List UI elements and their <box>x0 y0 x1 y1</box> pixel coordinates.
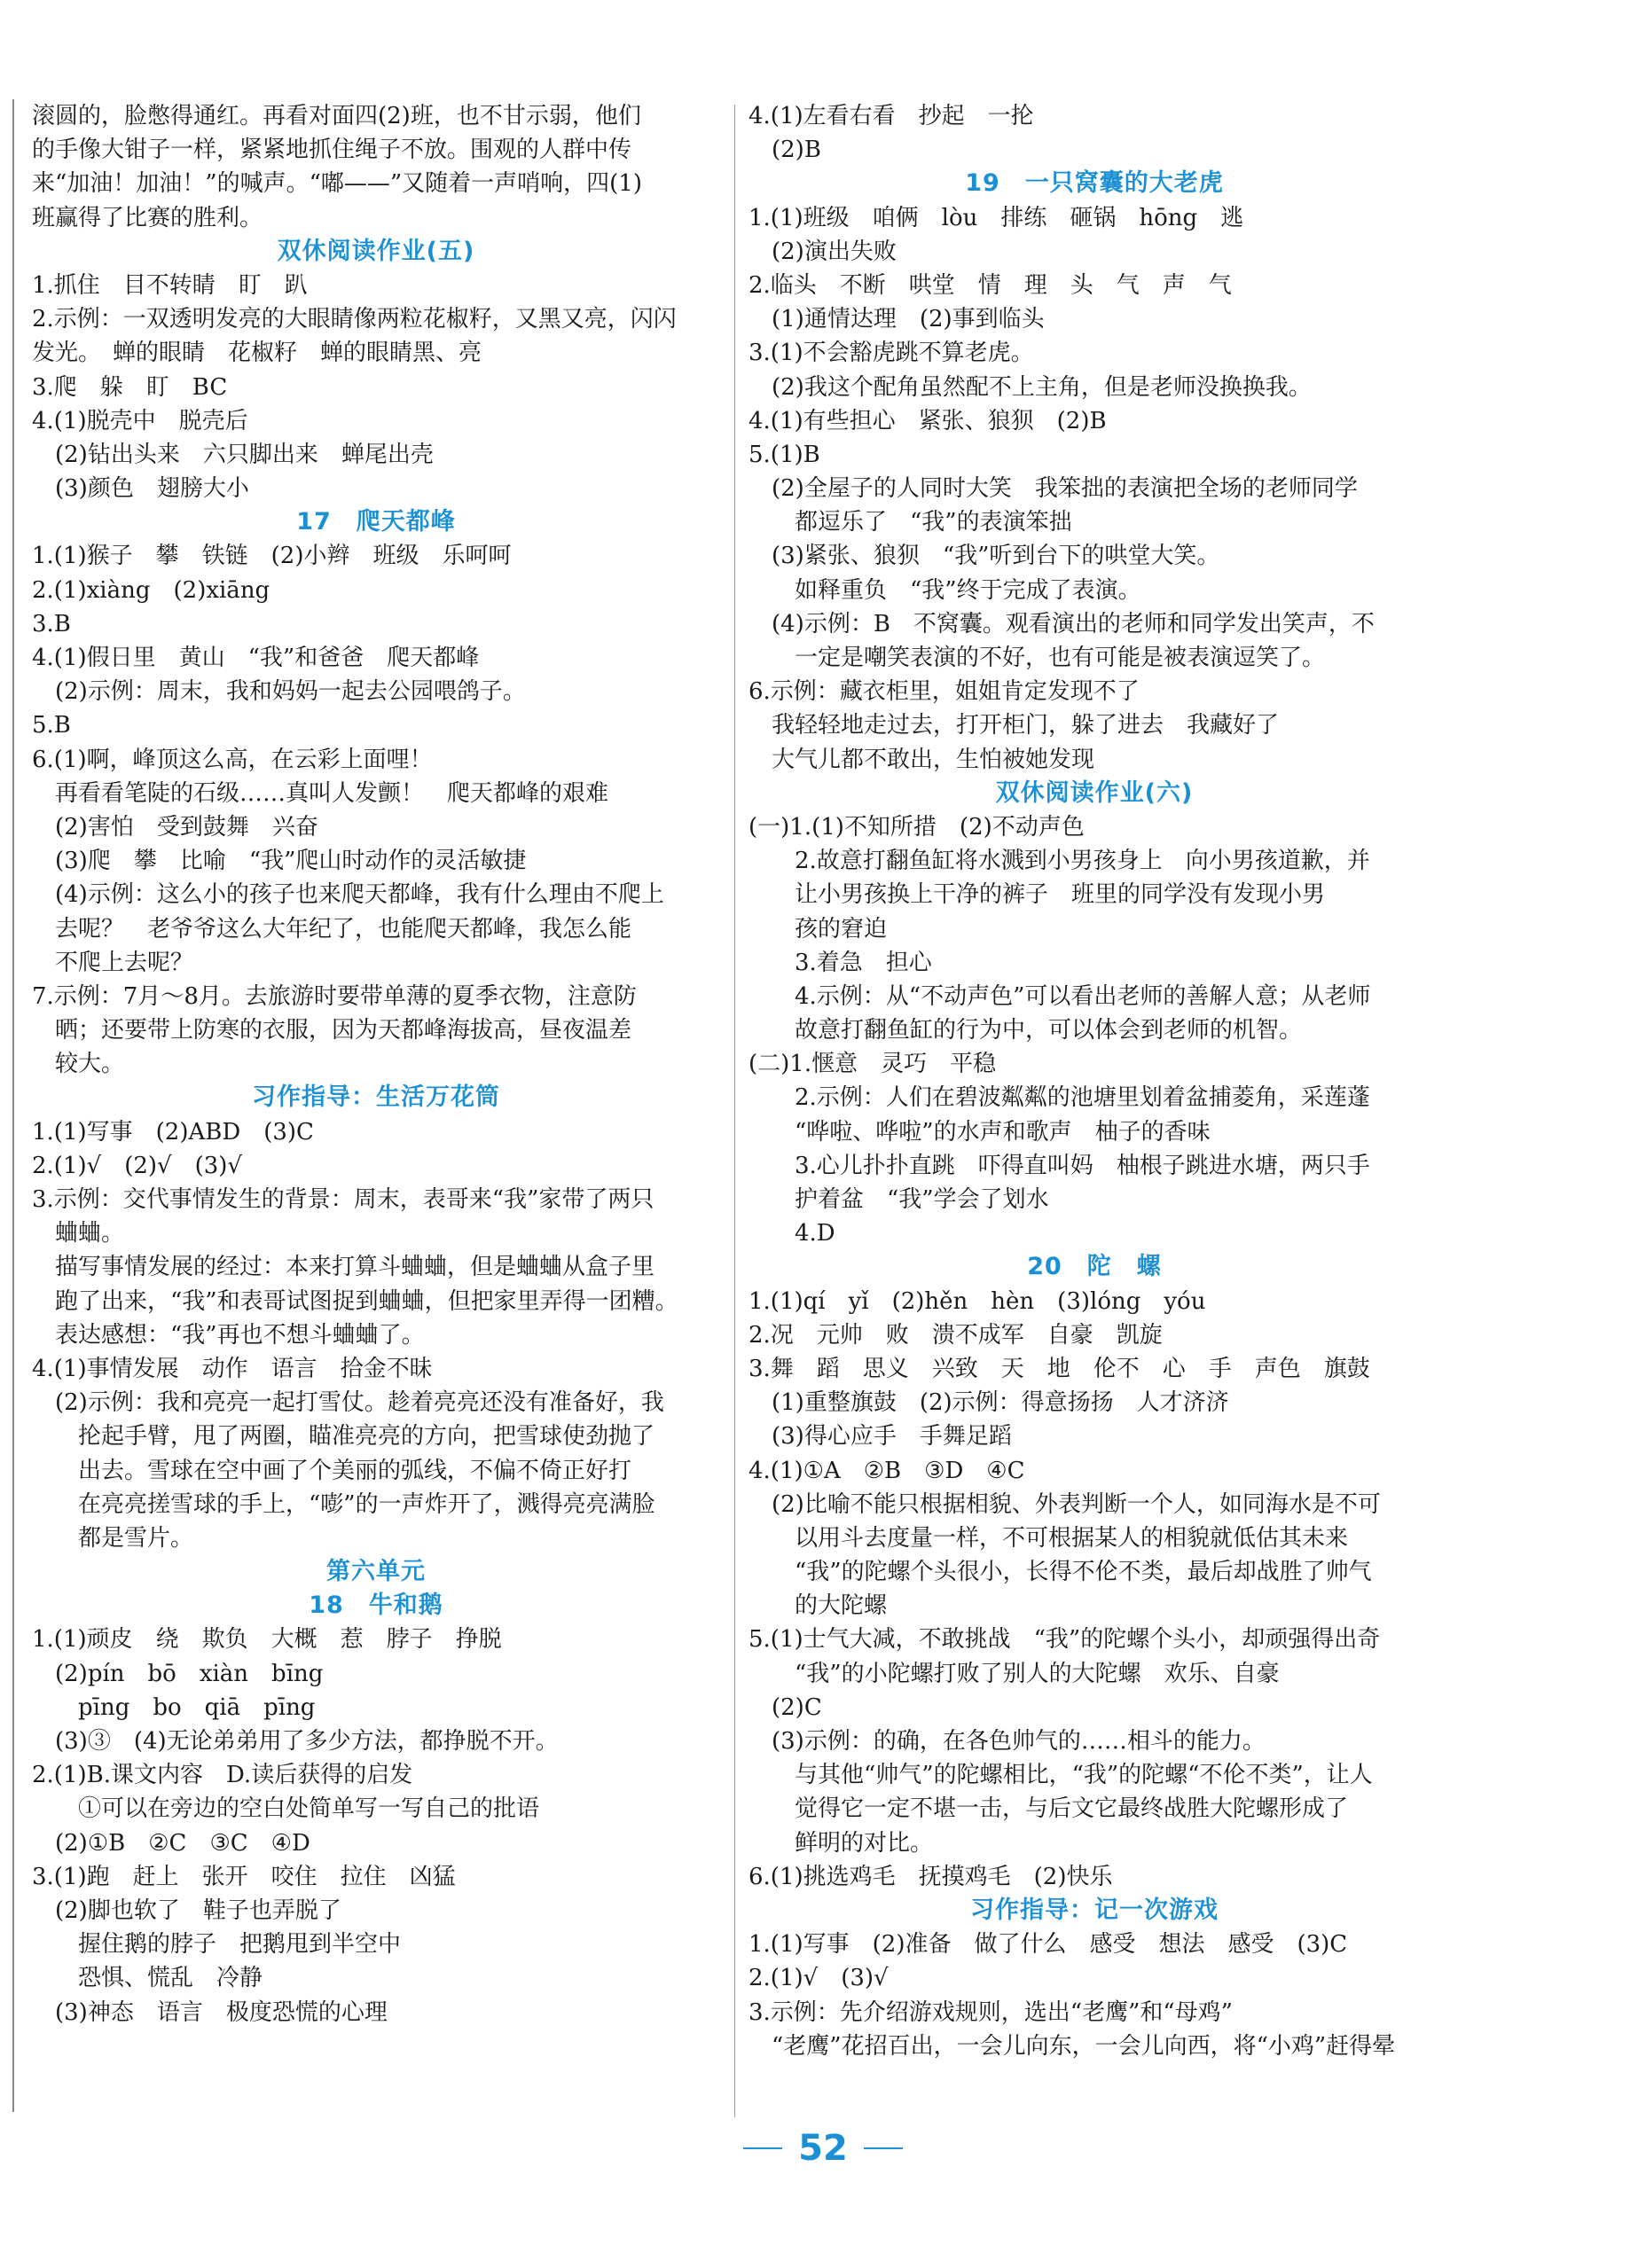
answer-line: 班赢得了比赛的胜利。 <box>32 204 263 231</box>
section-heading: 习作指导：生活万花筒 <box>252 1083 500 1112</box>
answer-line: (3)神态 语言 极度恐慌的心理 <box>55 1998 388 2026</box>
answer-line: 4.(1)假日里 黄山 “我”和爸爸 爬天都峰 <box>32 645 480 671</box>
answer-line: 跑了出来，“我”和表哥试图捉到蛐蛐，但把家里弄得一团糟。 <box>55 1287 678 1315</box>
answer-line: (2)①B ②C ③C ④D <box>55 1829 310 1857</box>
section-heading: 习作指导：记一次游戏 <box>970 1896 1219 1924</box>
answer-line: 7.示例：7月～8月。去旅游时要带单薄的夏季衣物，注意防 <box>32 982 637 1010</box>
answer-line: 不爬上去呢？ <box>55 949 194 976</box>
answer-line: (二)1.惬意 灵巧 平稳 <box>749 1051 997 1078</box>
answer-line: 5.(1)士气大减，不敢挑战 “我”的陀螺个头小，却顽强得出奇 <box>749 1626 1381 1654</box>
answer-line: 2.(1)B.课文内容 D.读后获得的启发 <box>32 1762 413 1789</box>
answer-line: 表达感想：“我”再也不想斗蛐蛐了。 <box>55 1321 425 1349</box>
answer-line: 2.示例：人们在碧波粼粼的池塘里划着盆捕菱角，采莲蓬 <box>795 1084 1370 1112</box>
answer-line: 以用斗去度量一样，不可根据某人的相貌就低估其未来 <box>795 1524 1349 1552</box>
answer-line: “老鹰”花招百出，一会儿向东，一会儿向西，将“小鸡”赶得晕 <box>772 2032 1396 2060</box>
answer-line: (3)示例：的确，在各色帅气的……相斗的能力。 <box>772 1728 1266 1755</box>
answer-line: 握住鹅的脖子 把鹅甩到半空中 <box>78 1931 402 1959</box>
answer-line: 4.(1)左看右看 抄起 一抡 <box>749 103 1034 129</box>
answer-line: 3.(1)跑 赶上 张开 咬住 拉住 凶猛 <box>32 1863 456 1890</box>
answer-line: (2)全屋子的人同时大笑 我笨拙的表演把全场的老师同学 <box>772 475 1358 503</box>
page-number-text: 52 <box>798 2128 848 2169</box>
answer-line: 6.(1)挑选鸡毛 抚摸鸡毛 (2)快乐 <box>749 1863 1113 1890</box>
answer-line: 2.故意打翻鱼缸将水溅到小男孩身上 向小男孩道歉，并 <box>795 848 1370 875</box>
section-heading: 第六单元 <box>326 1558 426 1586</box>
answer-line: 在亮亮搓雪球的手上，“嘭”的一声炸开了，溅得亮亮满脸 <box>78 1490 655 1518</box>
answer-line: 3.着急 担心 <box>795 949 932 976</box>
answer-line: 2.况 元帅 败 溃不成军 自豪 凯旋 <box>749 1321 1163 1349</box>
answer-line: “我”的陀螺个头很小，长得不伦不类，最后却战胜了帅气 <box>795 1559 1372 1586</box>
answer-line: 1.(1)猴子 攀 铁链 (2)小辫 班级 乐呵呵 <box>32 543 512 570</box>
answer-line: (1)重整旗鼓 (2)示例：得意扬扬 人才济济 <box>772 1389 1229 1417</box>
answer-line: 5.(1)B <box>749 441 820 468</box>
right-column <box>749 99 1440 2063</box>
answer-line: 2.临头 不断 哄堂 情 理 头 气 声 气 <box>749 271 1232 299</box>
answer-line: 护着盆 “我”学会了划水 <box>795 1186 1049 1213</box>
answer-line: 蛐蛐。 <box>55 1220 125 1247</box>
answer-line: 1.(1)写事 (2)ABD (3)C <box>32 1118 314 1146</box>
answer-line: (3)得心应手 手舞足蹈 <box>772 1423 1012 1451</box>
answer-line: (2)害怕 受到鼓舞 兴奋 <box>55 813 318 841</box>
answer-line: 如释重负 “我”终于完成了表演。 <box>795 576 1141 604</box>
answer-line: 2.示例：一双透明发亮的大眼睛像两粒花椒籽，又黑又亮，闪闪 <box>32 306 677 333</box>
answer-line: 发光。 蝉的眼睛 花椒籽 蝉的眼睛黑、亮 <box>32 340 482 367</box>
answer-line: 的手像大钳子一样，紧紧地抓住绳子不放。围观的人群中传 <box>32 137 632 164</box>
section-heading: 双休阅读作业(五) <box>277 237 475 265</box>
answer-line: 6.示例：藏衣柜里，姐姐肯定发现不了 <box>749 678 1140 706</box>
answer-line: (2)B <box>772 137 821 164</box>
answer-line: 鲜明的对比。 <box>795 1829 934 1857</box>
answer-line: 1.(1)写事 (2)准备 做了什么 感受 想法 感受 (3)C <box>749 1931 1348 1959</box>
answer-line: 3.示例：交代事情发生的背景：周末，表哥来“我”家带了两只 <box>32 1186 654 1213</box>
answer-line: 2.(1)√ (2)√ (3)√ <box>32 1152 242 1179</box>
answer-line: 3.(1)不会豁虎跳不算老虎。 <box>749 340 1034 367</box>
answer-line: (4)示例：这么小的孩子也来爬天都峰，我有什么理由不爬上 <box>55 881 664 909</box>
column-divider <box>734 105 735 2117</box>
answer-line: 6.(1)啊，峰顶这么高，在云彩上面哩！ <box>32 746 433 773</box>
answer-line: 2.(1)xiàng (2)xiāng <box>32 576 270 604</box>
answer-line: ①可以在旁边的空白处简单写一写自己的批语 <box>78 1795 540 1823</box>
page-number-rule-right <box>864 2147 903 2149</box>
answer-line: 滚圆的，脸憋得通红。再看对面四(2)班，也不甘示弱，他们 <box>32 103 641 129</box>
answer-line: 觉得它一定不堪一击，与后文它最终战胜大陀螺形成了 <box>795 1795 1349 1823</box>
answer-line: 描写事情发展的经过：本来打算斗蛐蛐，但是蛐蛐从盒子里 <box>55 1254 655 1281</box>
answer-line: 故意打翻鱼缸的行为中，可以体会到老师的机智。 <box>795 1017 1303 1044</box>
answer-line: (2)比喻不能只根据相貌、外表判断一个人，如同海水是不可 <box>772 1490 1381 1518</box>
answer-line: 恐惧、慌乱 冷静 <box>78 1965 263 1992</box>
answer-line: (2)pín bō xiàn bīng <box>55 1660 324 1687</box>
answer-line: (2)演出失败 <box>772 238 897 265</box>
answer-line: 都是雪片。 <box>78 1524 194 1552</box>
answer-line: (3)爬 攀 比喻 “我”爬山时动作的灵活敏捷 <box>55 848 527 875</box>
answer-line: 1.(1)班级 咱俩 lòu 排练 砸锅 hōng 逃 <box>749 204 1244 231</box>
answer-line: 4.(1)有些担心 紧张、狼狈 (2)B <box>749 407 1107 434</box>
answer-line: 较大。 <box>55 1051 125 1078</box>
answer-line: 5.B <box>32 712 71 739</box>
answer-line: 3.心儿扑扑直跳 吓得直叫妈 柚根子跳进水塘，两只手 <box>795 1152 1370 1179</box>
answer-line: 3.示例：先介绍游戏规则，选出“老鹰”和“母鸡” <box>749 1998 1233 2026</box>
section-heading: 双休阅读作业(六) <box>995 778 1194 807</box>
answer-line: 4.(1)事情发展 动作 语言 拾金不昧 <box>32 1355 433 1382</box>
answer-line: 来“加油！加油！”的喊声。“嘟——”又随着一声哨响，四(1) <box>32 170 642 198</box>
answer-line: 一定是嘲笑表演的不好，也有可能是被表演逗笑了。 <box>795 645 1326 671</box>
answer-line: (3)③ (4)无论弟弟用了多少方法，都挣脱不开。 <box>55 1728 559 1755</box>
binding-margin-line <box>12 99 14 2112</box>
answer-line: 2.(1)√ (3)√ <box>749 1965 889 1992</box>
answer-line: 晒；还要带上防寒的衣服，因为天都峰海拔高，昼夜温差 <box>55 1017 632 1044</box>
answer-line: 抡起手臂，甩了两圈，瞄准亮亮的方向，把雪球使劲抛了 <box>78 1423 655 1451</box>
answer-line: “我”的小陀螺打败了别人的大陀螺 欢乐、自豪 <box>795 1660 1280 1687</box>
page-number-rule-left <box>743 2147 782 2149</box>
answer-line: 1.(1)顽皮 绕 欺负 大概 惹 脖子 挣脱 <box>32 1626 502 1654</box>
answer-line: 大气儿都不敢出，生怕被她发现 <box>772 746 1095 773</box>
answer-line: 4.(1)脱壳中 脱壳后 <box>32 407 248 434</box>
left-column <box>32 99 720 2029</box>
answer-line: pīng bo qiā pīng <box>78 1693 316 1721</box>
answer-line: 1.(1)qí yǐ (2)hěn hèn (3)lóng yóu <box>749 1287 1206 1315</box>
answer-line: 的大陀螺 <box>795 1592 888 1620</box>
answer-line: (2)示例：周末，我和妈妈一起去公园喂鸽子。 <box>55 678 526 706</box>
answer-line: (2)我这个配角虽然配不上主角，但是老师没换换我。 <box>772 373 1312 401</box>
answer-line: 都逗乐了 “我”的表演笨拙 <box>795 509 1072 536</box>
answer-line: 与其他“帅气”的陀螺相比，“我”的陀螺“不伦不类”，让人 <box>795 1762 1373 1789</box>
answer-line: (2)脚也软了 鞋子也弄脱了 <box>55 1897 341 1924</box>
answer-line: (一)1.(1)不知所措 (2)不动声色 <box>749 813 1085 841</box>
section-heading: 17 爬天都峰 <box>296 508 456 536</box>
answer-line: 3.B <box>32 610 71 637</box>
answer-line: 孩的窘迫 <box>795 915 888 942</box>
answer-line: 4.示例：从“不动声色”可以看出老师的善解人意；从老师 <box>795 982 1371 1010</box>
answer-line: 4.D <box>795 1220 835 1247</box>
answer-line: (4)示例：B 不窝囊。观看演出的老师和同学发出笑声，不 <box>772 610 1375 637</box>
answer-line: 4.(1)①A ②B ③D ④C <box>749 1457 1025 1484</box>
answer-line: 让小男孩换上干净的裤子 班里的同学没有发现小男 <box>795 881 1326 909</box>
answer-line: 3.舞 蹈 思义 兴致 天 地 伦不 心 手 声色 旗鼓 <box>749 1355 1370 1382</box>
answer-line: 去呢？ 老爷爷这么大年纪了，也能爬天都峰，我怎么能 <box>55 915 632 942</box>
answer-line: (2)示例：我和亮亮一起打雪仗。趁着亮亮还没有准备好，我 <box>55 1389 664 1417</box>
answer-line: 3.爬 躲 盯 BC <box>32 373 228 401</box>
page-number <box>0 2117 1646 2169</box>
section-heading: 19 一只窝囊的大老虎 <box>965 169 1224 198</box>
answer-line: (1)通情达理 (2)事到临头 <box>772 306 1045 333</box>
answer-line: 1.抓住 目不转睛 盯 趴 <box>32 271 308 299</box>
answer-line: (2)钻出头来 六只脚出来 蝉尾出壳 <box>55 441 434 468</box>
answer-line: 再看看笔陡的石级……真叫人发颤！ 爬天都峰的艰难 <box>55 779 609 807</box>
section-heading: 20 陀 螺 <box>1027 1253 1162 1281</box>
answer-line: 出去。雪球在空中画了个美丽的弧线，不偏不倚正好打 <box>78 1457 632 1484</box>
answer-line: “哗啦、哗啦”的水声和歌声 柚子的香味 <box>795 1118 1211 1146</box>
section-heading: 18 牛和鹅 <box>309 1592 443 1620</box>
answer-line: (3)紧张、狼狈 “我”听到台下的哄堂大笑。 <box>772 543 1220 570</box>
answer-line: (3)颜色 翅膀大小 <box>55 475 249 503</box>
answer-line: (2)C <box>772 1693 822 1721</box>
answer-line: 我轻轻地走过去，打开柜门，躲了进去 我藏好了 <box>772 712 1280 739</box>
